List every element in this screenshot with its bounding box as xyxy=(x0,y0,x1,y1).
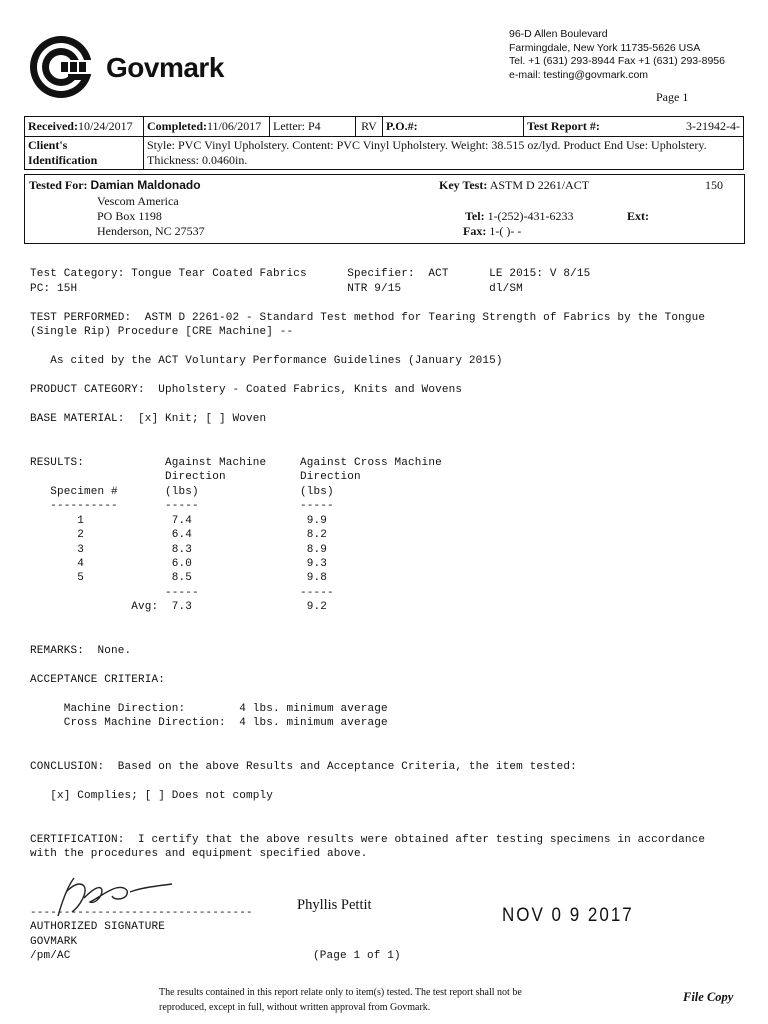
received-cell xyxy=(25,117,144,137)
client-address-2: Henderson, NC 27537 xyxy=(97,224,205,238)
report-number: 3-21942-4- xyxy=(640,117,744,137)
results-row: 1 7.4 9.9 xyxy=(30,515,328,527)
results-header-1: RESULTS: Against Machine Against Cross Machine xyxy=(30,457,442,469)
key-test-label: Key Test: xyxy=(439,178,488,192)
results-header-4: ---------- ----- ----- xyxy=(30,500,334,512)
cross-machine-direction-criteria: Cross Machine Direction: 4 lbs. minimum average xyxy=(30,717,388,729)
po-label: P.O.#: xyxy=(386,119,418,133)
completed-date: 11/06/2017 xyxy=(207,119,262,133)
footer-line-2: reproduced, except in full, without written approval from Govmark. xyxy=(159,1002,431,1013)
report-info-table xyxy=(24,116,744,170)
footer-line-1: The results contained in this report relate only to item(s) tested. The test report shall not be xyxy=(159,987,522,998)
results-separator: ----- ----- xyxy=(30,587,334,599)
cited-line: As cited by the ACT Voluntary Performance Guidelines (January 2015) xyxy=(30,355,503,367)
ext-label: Ext: xyxy=(627,209,649,223)
results-row: 2 6.4 8.2 xyxy=(30,529,328,541)
tel-value: 1-(252)-431-6233 xyxy=(487,209,574,223)
product-category: PRODUCT CATEGORY: Upholstery - Coated Fabrics, Knits and Wovens xyxy=(30,384,463,396)
results-row: 3 8.3 8.9 xyxy=(30,544,328,556)
completed-label: Completed: xyxy=(147,119,207,133)
footer-disclaimer xyxy=(159,985,522,1015)
fax-value: 1-( )- - xyxy=(489,224,522,238)
po-cell xyxy=(383,117,524,137)
complies-line: [x] Complies; [ ] Does not comply xyxy=(30,790,274,802)
client-label-2: Identification xyxy=(28,153,98,167)
letter-label: Letter: xyxy=(273,119,305,133)
certification-line-2: with the procedures and equipment specified above. xyxy=(30,848,368,860)
file-copy-label: File Copy xyxy=(683,990,734,1004)
results-header-3: Specimen # (lbs) (lbs) xyxy=(30,486,334,498)
letter-cell xyxy=(270,117,356,137)
base-material: BASE MATERIAL: [x] Knit; [ ] Woven xyxy=(30,413,267,425)
test-category-line-1: Test Category: Tongue Tear Coated Fabrics Specifier: ACT LE 2015: V 8/15 xyxy=(30,268,591,280)
authorized-signature-label: AUTHORIZED SIGNATURE xyxy=(30,921,166,933)
fax-label: Fax: xyxy=(463,224,487,238)
received-label: Received: xyxy=(28,119,78,133)
client-id-line-1: Style: PVC Vinyl Upholstery. Content: PVC Vinyl Upholstery. Weight: 38.515 oz/lyd. Product End Use: Upholstery. xyxy=(147,138,707,152)
key-test-number: 150 xyxy=(705,178,723,192)
test-performed-line-1: TEST PERFORMED: ASTM D 2261-02 - Standard Test method for Tearing Strength of Fabrics by the Tongue xyxy=(30,312,706,324)
results-header-2: Direction Direction xyxy=(30,471,361,483)
test-category-line-2: PC: 15H NTR 9/15 dl/SM xyxy=(30,283,523,295)
client-address-1: PO Box 1198 xyxy=(97,209,162,223)
letter-value: P4 xyxy=(307,119,321,133)
results-row: 4 6.0 9.3 xyxy=(30,558,328,570)
client-name: Damian Maldonado xyxy=(90,178,201,192)
test-performed-line-2: (Single Rip) Procedure [CRE Machine] -- xyxy=(30,326,294,338)
remarks: REMARKS: None. xyxy=(30,645,132,657)
tel-label: Tel: xyxy=(465,209,485,223)
key-test-value: ASTM D 2261/ACT xyxy=(489,178,590,192)
govmark-logo-icon xyxy=(28,34,98,100)
govmark-label: GOVMARK xyxy=(30,936,78,948)
rv-cell: RV xyxy=(356,117,383,137)
page-number: Page 1 xyxy=(656,90,689,104)
address-line: Tel. +1 (631) 293-8944 Fax +1 (631) 293-8956 xyxy=(509,55,725,67)
machine-direction-criteria: Machine Direction: 4 lbs. minimum average xyxy=(30,703,388,715)
company-address xyxy=(509,28,725,82)
client-label-1: Client's xyxy=(28,138,68,152)
page-of: (Page 1 of 1) xyxy=(313,950,401,962)
results-row: 5 8.5 9.8 xyxy=(30,572,328,584)
received-date: 10/24/2017 xyxy=(77,119,133,133)
report-label-cell xyxy=(524,117,641,137)
report-label: Test Report #: xyxy=(527,119,600,133)
govmark-logo xyxy=(28,34,248,100)
initials: /pm/AC xyxy=(30,950,71,962)
client-company: Vescom America xyxy=(97,194,179,208)
certification-line-1: CERTIFICATION: I certify that the above results were obtained after testing specimens in accordance xyxy=(30,834,706,846)
client-label-cell xyxy=(25,137,144,170)
address-line: Farmingdale, New York 11735-5626 USA xyxy=(509,41,701,54)
signature-line: --------------------------------- xyxy=(30,907,253,919)
completed-cell xyxy=(144,117,270,137)
tested-for-label: Tested For: xyxy=(29,178,88,192)
address-line: 96-D Allen Boulevard xyxy=(509,28,608,40)
client-id-line-2: Thickness: 0.0460in. xyxy=(147,153,248,167)
acceptance-criteria-heading: ACCEPTANCE CRITERIA: xyxy=(30,674,166,686)
signer-name: Phyllis Pettit xyxy=(297,897,372,913)
results-average: Avg: 7.3 9.2 xyxy=(30,601,328,613)
address-line: e-mail: testing@govmark.com xyxy=(509,68,649,81)
date-stamp: NOV 0 9 2017 xyxy=(502,903,634,926)
company-name: Govmark xyxy=(106,52,224,83)
client-identification xyxy=(144,137,744,170)
conclusion: CONCLUSION: Based on the above Results and Acceptance Criteria, the item tested: xyxy=(30,761,577,773)
